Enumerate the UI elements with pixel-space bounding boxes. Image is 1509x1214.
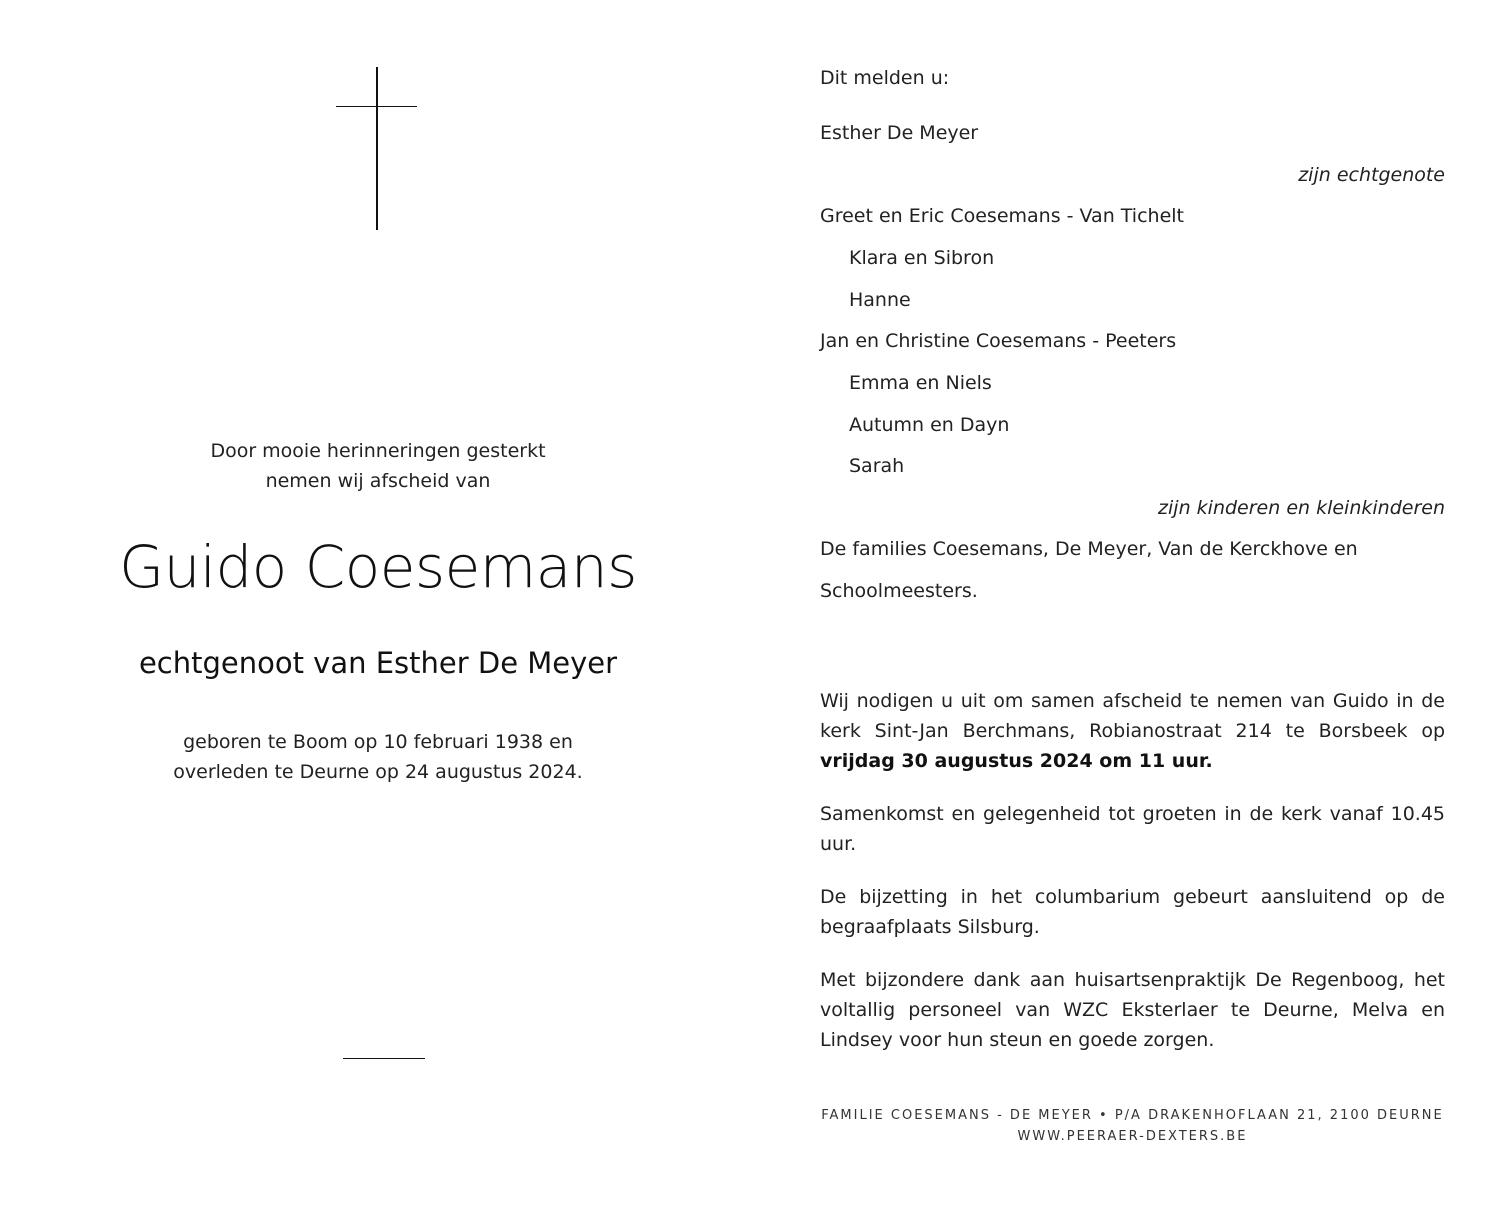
spouse-relation: zijn echtgenote [1298, 164, 1445, 186]
family-member: Klara en Sibron [849, 247, 995, 269]
death-line: overleden te Deurne op 24 augustus 2024. [173, 761, 583, 783]
birth-line: geboren te Boom op 10 februari 1938 en [183, 731, 573, 753]
intro-line-1: Door mooie herinneringen gesterkt [210, 440, 546, 462]
invitation-text: Wij nodigen u uit om samen afscheid te nemen van Guido in de kerk Sint-Jan Berchmans, Robianostraat 214 te Borsbeek op [820, 690, 1445, 742]
spouse-name: Esther De Meyer [820, 122, 979, 144]
invitation-paragraph [820, 686, 1445, 776]
footer-website: WWW.PEERAER-DEXTERS.BE [1017, 1129, 1248, 1144]
family-member: Greet en Eric Coesemans - Van Tichelt [820, 205, 1184, 227]
intro-text [78, 436, 678, 496]
thanks-paragraph: Met bijzondere dank aan huisartsenpraktijk De Regenboog, het voltallig personeel van WZC Eksterlaer te Deurne, Melva en Lindsey voor hun steun en goede zorgen. [820, 969, 1445, 1051]
right-panel [820, 0, 1445, 1100]
invitation-date: vrijdag 30 augustus 2024 om 11 uur. [820, 750, 1213, 772]
family-member: Sarah [849, 455, 905, 477]
family-member: Hanne [849, 289, 911, 311]
life-dates [78, 727, 678, 787]
burial-paragraph: De bijzetting in het columbarium gebeurt aansluitend op de begraafplaats Silsburg. [820, 886, 1445, 938]
family-member: Jan en Christine Coesemans - Peeters [820, 330, 1177, 352]
intro-line-2: nemen wij afscheid van [265, 470, 491, 492]
spouse-line: echtgenoot van Esther De Meyer [138, 646, 618, 680]
children-relation: zijn kinderen en kleinkinderen [1158, 497, 1445, 519]
footer-address: FAMILIE COESEMANS - DE MEYER • P/A DRAKENHOFLAAN 21, 2100 DEURNE [821, 1108, 1444, 1123]
family-member: Emma en Niels [849, 372, 992, 394]
family-member: Autumn en Dayn [849, 414, 1010, 436]
cross-vertical-bar [376, 67, 378, 230]
families-line-2: Schoolmeesters. [820, 580, 978, 602]
cross-horizontal-bar [336, 106, 417, 107]
families-line-1: De families Coesemans, De Meyer, Van de Kerckhove en [820, 538, 1358, 560]
bottom-divider [343, 1058, 425, 1059]
announce-text: Dit melden u: [820, 67, 950, 89]
footer [820, 1105, 1445, 1147]
deceased-name: Guido Coesemans [119, 533, 637, 601]
gathering-paragraph: Samenkomst en gelegenheid tot groeten in de kerk vanaf 10.45 uur. [820, 803, 1445, 855]
